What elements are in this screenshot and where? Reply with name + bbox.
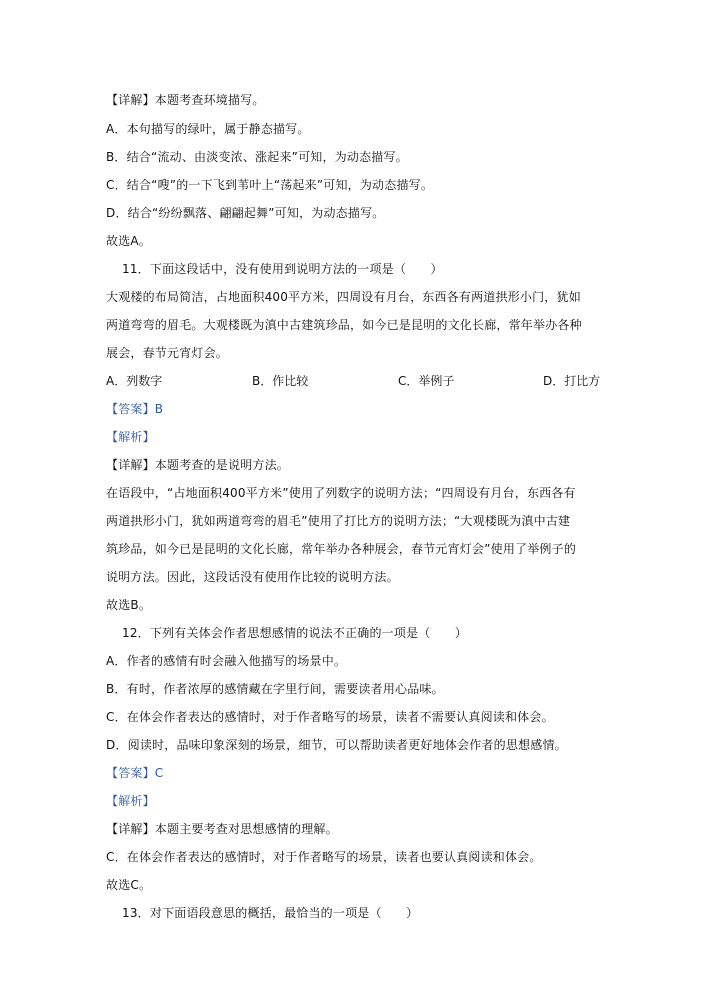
q11-option-d: D．打比方	[543, 374, 601, 388]
q12-conclusion: 故选C。	[106, 878, 152, 892]
q11-passage-line: 大观楼的布局简洁，占地面积400平方米，四周设有月台，东西各有两道拱形小门，犹如	[106, 290, 581, 304]
q12-option-d: D．阅读时，品味印象深刻的场景，细节，可以帮助读者更好地体会作者的思想感情。	[106, 738, 567, 752]
q11-conclusion: 故选B。	[106, 598, 152, 612]
q10-analysis-d: D．结合“纷纷飘落、翩翩起舞”可知，为动态描写。	[106, 206, 385, 220]
q12-option-a: A．作者的感情有时会融入他描写的场景中。	[106, 654, 347, 668]
q10-detail: 【详解】本题考查环境描写。	[106, 93, 265, 107]
q11-passage-line: 展会，春节元宵灯会。	[106, 346, 229, 360]
q11-option-c: C．举例子	[398, 374, 455, 388]
q11-explanation-line: 在语段中，“占地面积400平方米”使用了列数字的说明方法；“四周设有月台，东西各有	[106, 486, 576, 500]
q10-analysis-c: C．结合“嗖”的一下飞到苇叶上“荡起来”可知，为动态描写。	[106, 178, 434, 192]
q12-answer: 【答案】C	[106, 766, 164, 780]
q11-explanation-line: 两道拱形小门，犹如两道弯弯的眉毛”使用了打比方的说明方法；“大观楼既为滇中古建	[106, 514, 571, 528]
q11-option-b: B．作比较	[252, 374, 309, 388]
q12-option-b: B．有时，作者浓厚的感情藏在字里行间，需要读者用心品味。	[106, 682, 444, 696]
q12-analysis-label: 【解析】	[106, 794, 155, 808]
q11-answer: 【答案】B	[106, 402, 164, 416]
q11-explanation-line: 说明方法。因此，这段话没有使用作比较的说明方法。	[106, 570, 399, 584]
q11-analysis-label: 【解析】	[106, 430, 155, 444]
q10-analysis-b: B．结合“流动、由淡变浓、涨起来”可知，为动态描写。	[106, 150, 408, 164]
q11-question: 11．下面这段话中，没有使用到说明方法的一项是（ ）	[122, 262, 443, 276]
q11-option-a: A．列数字	[106, 374, 163, 388]
q11-passage-line: 两道弯弯的眉毛。大观楼既为滇中古建筑珍品，如今已是昆明的文化长廊，常年举办各种	[106, 318, 582, 332]
q12-question: 12．下列有关体会作者思想感情的说法不正确的一项是（ ）	[122, 626, 468, 640]
q12-detail: 【详解】本题主要考查对思想感情的理解。	[106, 822, 338, 836]
q11-explanation-line: 筑珍品，如今已是昆明的文化长廊，常年举办各种展会，春节元宵灯会”使用了举例子的	[106, 542, 577, 556]
q12-explanation: C．在体会作者表达的感情时，对于作者略写的场景，读者也要认真阅读和体会。	[106, 850, 542, 864]
q10-conclusion: 故选A。	[106, 234, 152, 248]
q12-option-c: C．在体会作者表达的感情时，对于作者略写的场景，读者不需要认真阅读和体会。	[106, 710, 554, 724]
q13-question: 13．对下面语段意思的概括，最恰当的一项是（ ）	[122, 906, 419, 920]
q10-analysis-a: A．本句描写的绿叶，属于静态描写。	[106, 122, 310, 136]
q11-detail: 【详解】本题考查的是说明方法。	[106, 458, 290, 472]
